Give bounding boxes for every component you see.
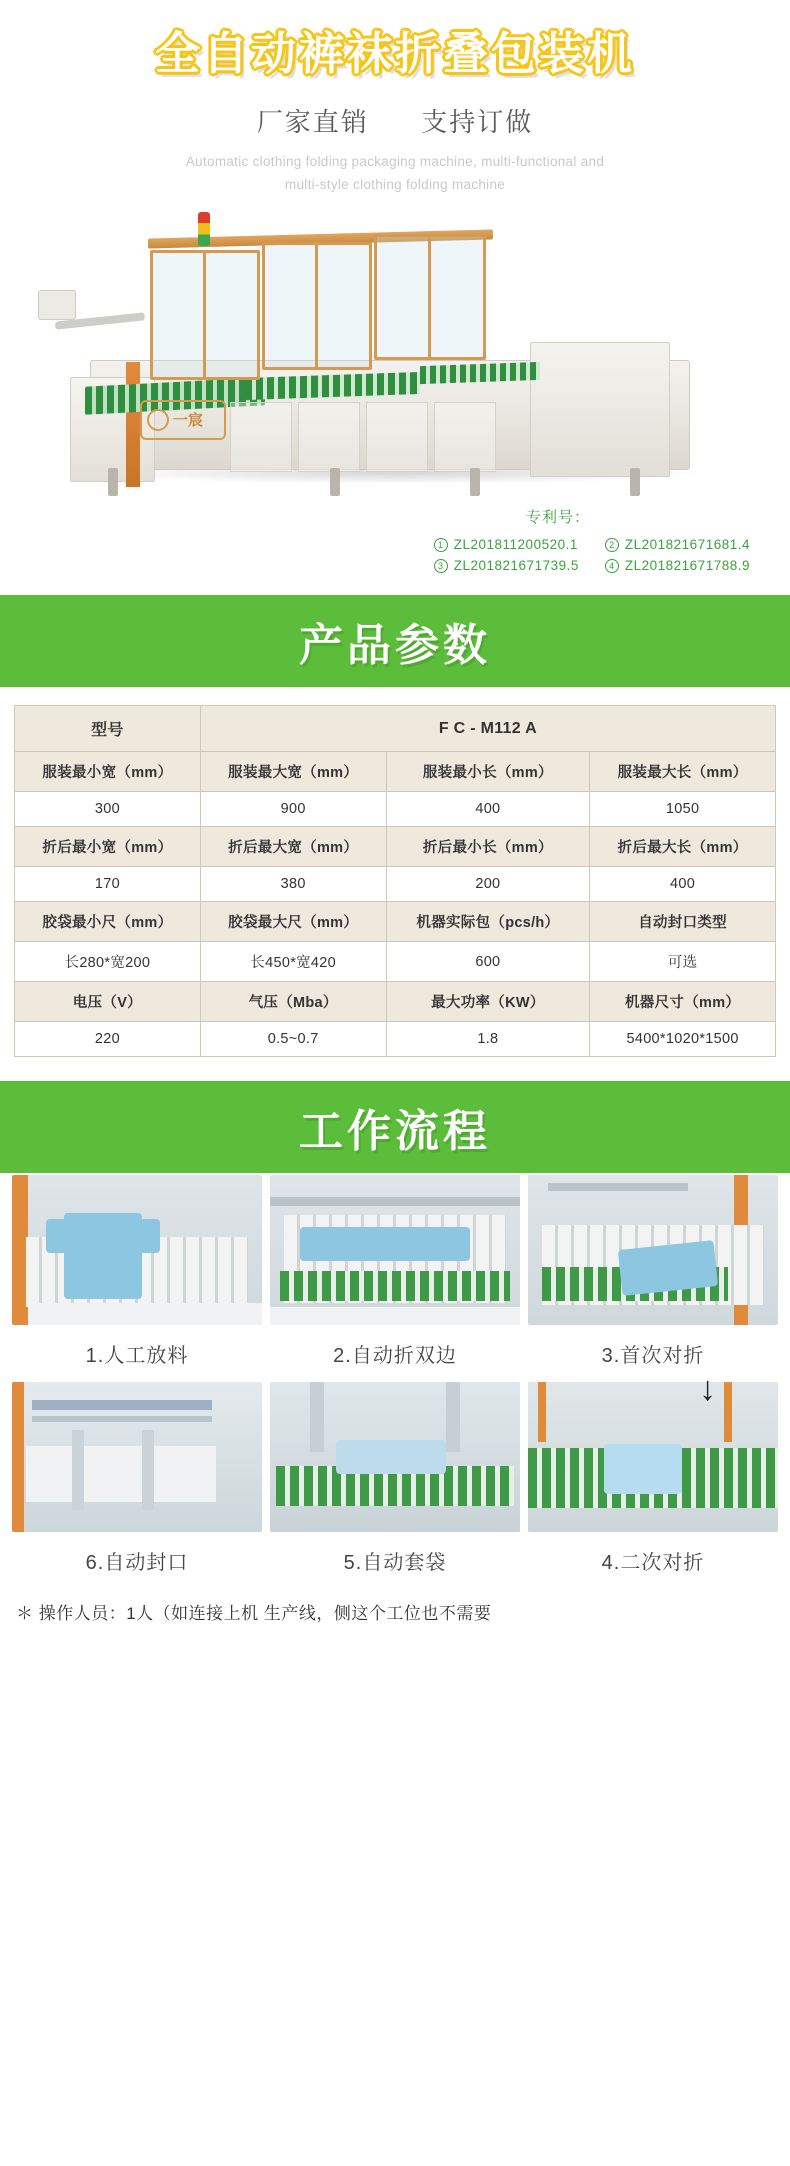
flow-step-5-photo [270, 1382, 520, 1532]
flow-step-3-label: 3.首次对折 [601, 1345, 705, 1368]
flow-step-6 [12, 1382, 262, 1579]
patent-number-badge: 1 [434, 538, 448, 552]
flow-row-2 [12, 1382, 778, 1579]
table-cell: 折后最小宽（mm） [15, 827, 201, 867]
patent-item [434, 537, 579, 552]
patent-number-badge: 4 [605, 559, 619, 573]
machine-illustration [30, 212, 760, 492]
patent-list [434, 537, 750, 573]
machine-safety-cage-2 [262, 242, 372, 370]
table-cell: 自动封口类型 [590, 902, 776, 942]
table-cell: 长280*宽200 [15, 942, 201, 982]
flow-banner [0, 1081, 790, 1173]
page-title: 全自动裤袜折叠包装机 [154, 28, 635, 79]
spec-table-wrap [0, 687, 790, 1077]
hero-subtitle [0, 102, 790, 139]
spec-banner-title: 产品参数 [299, 621, 491, 671]
flow-step-4-label: 4.二次对折 [601, 1552, 705, 1575]
flow-row-1 [12, 1175, 778, 1409]
table-cell: 服装最大宽（mm） [200, 752, 386, 792]
patent-code: ZL201811200520.1 [453, 537, 578, 553]
machine-signal-tower-icon [198, 212, 210, 246]
machine-leg-4 [630, 468, 640, 496]
table-row-model [15, 706, 776, 752]
logo-text: 一宸 [173, 412, 204, 430]
patent-item [605, 537, 750, 552]
table-row [15, 982, 776, 1022]
hero-english-caption [0, 151, 790, 196]
table-row [15, 942, 776, 982]
machine-safety-cage-1 [150, 250, 260, 380]
machine-safety-cage-3 [374, 234, 486, 360]
operator-note: ＊ 操作人员：1人（如连接上机 生产线，侧这个工位也不需要 [16, 1604, 492, 1624]
patent-code: ZL201821671681.4 [624, 537, 750, 553]
machine-door-2 [298, 402, 360, 472]
flow-banner-title: 工作流程 [299, 1107, 491, 1157]
flow-step-2-label: 2.自动折双边 [333, 1345, 457, 1368]
flow-step-3-photo [528, 1175, 778, 1325]
patent-number-badge: 2 [605, 538, 619, 552]
flow-step-1-label: 1.人工放料 [85, 1345, 189, 1368]
table-cell: 机器实际包（pcs/h） [386, 902, 590, 942]
flow-arrow-down-icon: ↓ [699, 1370, 716, 1409]
logo-ring-icon [147, 409, 169, 431]
table-cell: 长450*宽420 [200, 942, 386, 982]
table-row [15, 867, 776, 902]
table-cell: 400 [590, 867, 776, 902]
flow-step-1 [12, 1175, 262, 1372]
table-cell: 220 [15, 1022, 201, 1057]
hero-subtitle-right: 支持订做 [421, 107, 534, 138]
flow-step-5 [270, 1382, 520, 1579]
table-cell: 胶袋最小尺（mm） [15, 902, 201, 942]
table-cell: 电压（V） [15, 982, 201, 1022]
hero-section [0, 0, 790, 196]
table-row [15, 827, 776, 867]
table-cell: 折后最小长（mm） [386, 827, 590, 867]
table-cell: 1.8 [386, 1022, 590, 1057]
hero-subtitle-left: 厂家直销 [256, 107, 369, 138]
machine-control-panel [38, 290, 76, 320]
table-row [15, 1022, 776, 1057]
patent-item [434, 558, 579, 573]
flow-step-1-photo [12, 1175, 262, 1325]
patent-item [605, 558, 750, 573]
table-cell: 0.5~0.7 [200, 1022, 386, 1057]
table-cell: 折后最大宽（mm） [200, 827, 386, 867]
table-cell: 服装最小宽（mm） [15, 752, 201, 792]
flow-step-2-photo [270, 1175, 520, 1325]
table-cell: 170 [15, 867, 201, 902]
brand-logo [140, 400, 226, 440]
hero-english-line-1: Automatic clothing folding packaging machine, multi-functional and [185, 154, 605, 170]
table-cell: 最大功率（KW） [386, 982, 590, 1022]
table-cell: 可选 [590, 942, 776, 982]
spec-banner [0, 595, 790, 687]
machine-photo [0, 202, 790, 502]
table-row [15, 792, 776, 827]
model-label: 型号 [15, 706, 201, 752]
model-value: F C - M112 A [200, 706, 775, 752]
flow-step-6-photo [12, 1382, 262, 1532]
flow-step-5-label: 5.自动套袋 [343, 1552, 447, 1575]
table-cell: 机器尺寸（mm） [590, 982, 776, 1022]
flow-step-4 [528, 1382, 778, 1579]
flow-step-4-photo [528, 1382, 778, 1532]
patent-title: 专利号： [525, 508, 590, 526]
machine-orange-post [126, 362, 140, 487]
patent-section [0, 502, 790, 592]
table-cell: 5400*1020*1500 [590, 1022, 776, 1057]
machine-door-4 [434, 402, 496, 472]
flow-step-6-label: 6.自动封口 [85, 1552, 189, 1575]
table-cell: 折后最大长（mm） [590, 827, 776, 867]
patent-code: ZL201821671788.9 [624, 558, 750, 574]
table-cell: 400 [386, 792, 590, 827]
flow-step-2 [270, 1175, 520, 1372]
machine-right-cabinet [530, 342, 670, 477]
table-cell: 380 [200, 867, 386, 902]
machine-leg-1 [108, 468, 118, 496]
patent-number-badge: 3 [434, 559, 448, 573]
table-cell: 900 [200, 792, 386, 827]
flow-section [0, 1173, 790, 1597]
machine-door-1 [230, 402, 292, 472]
table-row [15, 902, 776, 942]
spec-table [14, 705, 776, 1057]
machine-leg-2 [330, 468, 340, 496]
hero-english-line-2: multi-style clothing folding machine [284, 176, 506, 192]
patent-code: ZL201821671739.5 [453, 558, 579, 574]
table-cell: 300 [15, 792, 201, 827]
table-cell: 600 [386, 942, 590, 982]
table-cell: 服装最大长（mm） [590, 752, 776, 792]
machine-leg-3 [470, 468, 480, 496]
table-cell: 胶袋最大尺（mm） [200, 902, 386, 942]
machine-door-3 [366, 402, 428, 472]
table-cell: 服装最小长（mm） [386, 752, 590, 792]
table-cell: 气压（Mba） [200, 982, 386, 1022]
flow-step-3 [528, 1175, 778, 1409]
table-row [15, 752, 776, 792]
table-cell: 200 [386, 867, 590, 902]
table-cell: 1050 [590, 792, 776, 827]
